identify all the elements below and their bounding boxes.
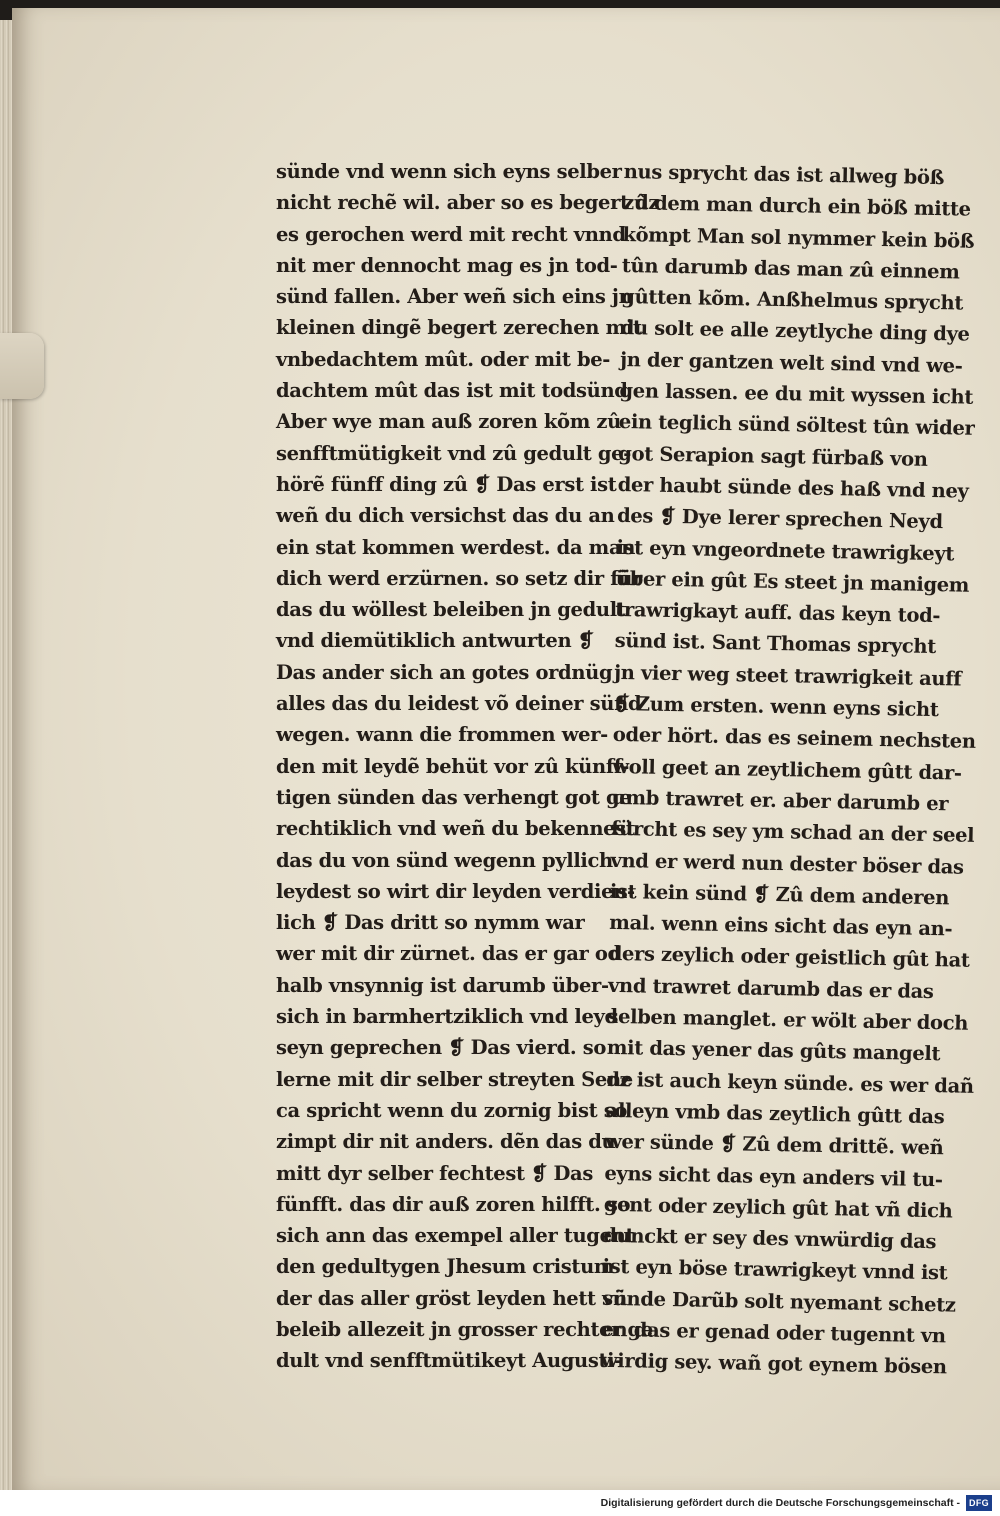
left-column-line: sich ann das exempel aller tugent xyxy=(276,1224,635,1248)
left-column-line: der das aller gröst leyden hett vñ xyxy=(276,1286,627,1310)
right-column-line: gûtten kõm. Anßhelmus sprycht xyxy=(621,285,964,315)
left-column-line: sünd fallen. Aber weñ sich eins jn xyxy=(276,285,633,309)
left-column-line: nit mer dennocht mag es jn tod- xyxy=(276,253,618,277)
left-column-line: das du von sünd wegenn pyllich xyxy=(276,848,613,872)
right-column-line: got Serapion sagt fürbaß von xyxy=(618,441,928,471)
left-column-line: dich werd erzürnen. so setz dir für xyxy=(276,566,643,590)
page-tab-marker xyxy=(0,333,44,399)
dfg-logo: DFG xyxy=(966,1495,992,1511)
left-column-line: Das ander sich an gotes ordnüg xyxy=(276,660,613,684)
left-column-line: vnd diemütiklich antwurten ❡ xyxy=(276,629,594,653)
right-column-line: dz ist auch keyn sünde. es wer dañ xyxy=(606,1067,974,1098)
left-column-line: lich ❡ Das dritt so nymm war xyxy=(276,911,585,935)
right-column-line: dunckt er sey des vnwürdig das xyxy=(603,1223,937,1254)
left-column-line: halb vnsynnig ist darumb über- xyxy=(276,973,609,997)
right-column-line: jn der gantzen welt sind vnd we- xyxy=(619,347,963,378)
digitization-credit: Digitalisierung gefördert durch die Deutsche Forschungsgemeinschaft - xyxy=(600,1497,960,1509)
left-column-line: wegen. wann die frommen wer- xyxy=(276,723,608,747)
left-column-line: seyn geprechen ❡ Das vierd. so xyxy=(276,1036,607,1060)
left-column-line: kleinen dingẽ begert zerechen mit xyxy=(276,316,642,340)
right-column-line: kõmpt Man sol nymmer kein böß xyxy=(622,222,975,253)
left-column-line: den gedultygen Jhesum cristum xyxy=(276,1255,615,1279)
right-column-line: fürcht es sey ym schad an der seel xyxy=(610,817,975,848)
right-column-line: alleyn vmb das zeytlich gûtt das xyxy=(605,1098,945,1129)
right-column-line: ❡ Zum ersten. wenn eyns sicht xyxy=(613,691,939,722)
right-column-line: trawrigkayt auff. das keyn tod- xyxy=(615,598,941,628)
left-column-line: sünde vnd wenn sich eyns selber xyxy=(276,160,622,183)
right-column-line: umb trawret er. aber darumb er xyxy=(611,785,949,816)
right-column-line: gent oder zeylich gût hat vñ dich xyxy=(603,1192,953,1223)
right-column-line: des ❡ Dye lerer sprechen Neyd xyxy=(616,504,943,534)
right-column-line: woll geet an zeytlichem gûtt dar- xyxy=(612,754,962,785)
left-column-line: zimpt dir nit anders. dẽn das du xyxy=(276,1130,616,1154)
left-column-line: dult vnd senfftmütikeyt Augusti- xyxy=(276,1349,622,1373)
right-column-line: sünde Darũb solt nyemant schetz xyxy=(601,1286,956,1317)
right-column-line: mit das yener das gûts mangelt xyxy=(606,1036,941,1066)
right-column-line: du solt ee alle zeytlyche ding dye xyxy=(620,316,970,347)
left-column-line: Aber wye man auß zoren kõm zû xyxy=(276,410,621,434)
left-column-line: den mit leydẽ behüt vor zû künff- xyxy=(276,754,629,778)
right-column-line: ist eyn vngeordnete trawrigkeyt xyxy=(616,535,955,565)
left-column-line: es gerochen werd mit recht vnnd xyxy=(276,222,626,246)
left-column-line: ca spricht wenn du zornig bist so xyxy=(276,1098,627,1122)
text-column-left xyxy=(276,156,660,1377)
right-column-line: über ein gût Es steet jn manigem xyxy=(615,566,970,597)
right-column-line: sünd ist. Sant Thomas sprycht xyxy=(614,629,937,659)
right-column-line: ein teglich sünd söltest tûn wider xyxy=(618,410,975,441)
right-column-line: der haubt sünde des haß vnd ney xyxy=(617,472,969,503)
right-column-line: tûn darumb das man zû einnem xyxy=(621,253,960,284)
left-column-line: hörẽ fünff ding zû ❡ Das erst ist xyxy=(276,472,617,496)
right-column-line: mal. wenn eins sicht das eyn an- xyxy=(609,910,953,941)
left-column-line: wer mit dir zürnet. das er gar od xyxy=(276,942,621,966)
left-column-line: nicht rechẽ wil. aber so es begert dz xyxy=(276,191,660,215)
left-column-line: leydest so wirt dir leyden verdien- xyxy=(276,879,635,903)
left-column-line: weñ du dich versichst das du an xyxy=(276,504,615,528)
left-column-line: dachtem mût das ist mit todsünd xyxy=(276,379,628,403)
left-column-line: senfftmütigkeit vnd zû gedult ge- xyxy=(276,441,631,465)
right-column-line: ist kein sünd ❡ Zû dem anderen xyxy=(609,879,950,910)
left-column-line: lerne mit dir selber streyten Sene xyxy=(276,1067,633,1091)
right-column-line: ist eyn böse trawrigkeyt vnnd ist xyxy=(602,1255,948,1285)
right-column-line: jn vier weg steet trawrigkeit auff xyxy=(613,660,962,691)
right-column-line: gen lassen. ee du mit wyssen icht xyxy=(619,379,974,409)
left-column-line: vnbedachtem mût. oder mit be- xyxy=(276,347,611,371)
right-column-line: wer sünde ❡ Zû dem drittẽ. weñ xyxy=(604,1130,944,1160)
left-column-line: das du wöllest beleiben jn gedult xyxy=(276,598,626,622)
right-column-line: oder hört. das es seinem nechsten xyxy=(612,723,976,754)
left-column-line: sich in barmhertziklich vnd leyd xyxy=(276,1005,618,1029)
right-column-line: ders zeylich oder geistlich gût hat xyxy=(608,942,970,973)
left-column-line: ein stat kommen werdest. da man xyxy=(276,535,636,559)
left-column-line: tigen sünden das verhengt got ge xyxy=(276,785,632,809)
left-column-line: fünfft. das dir auß zoren hilfft. so xyxy=(276,1192,631,1216)
right-column-line: zû dem man durch ein böß mitte xyxy=(622,191,971,221)
left-column-line: rechtiklich vnd weñ du bekennest xyxy=(276,817,635,841)
right-column-line: selben manglet. er wölt aber doch xyxy=(607,1004,969,1035)
left-column-line: mitt dyr selber fechtest ❡ Das xyxy=(276,1161,593,1185)
right-column-line: en das er genad oder tugennt vn xyxy=(601,1317,946,1348)
right-column-line: vnd trawret darumb das er das xyxy=(607,973,934,1003)
right-column-line: eyns sicht das eyn anders vil tu- xyxy=(604,1161,943,1191)
right-column-line: vnd er werd nun dester böser das xyxy=(610,848,964,879)
right-column-line: wirdig sey. wañ got eynem bösen xyxy=(600,1349,947,1379)
right-column-line: nus sprycht das ist allweg böß xyxy=(623,159,945,190)
text-column-right xyxy=(600,156,976,1383)
left-column-line: beleib allezeit jn grosser rechter ge xyxy=(276,1317,653,1341)
left-column-line: alles das du leidest võ deiner sünd xyxy=(276,692,642,716)
